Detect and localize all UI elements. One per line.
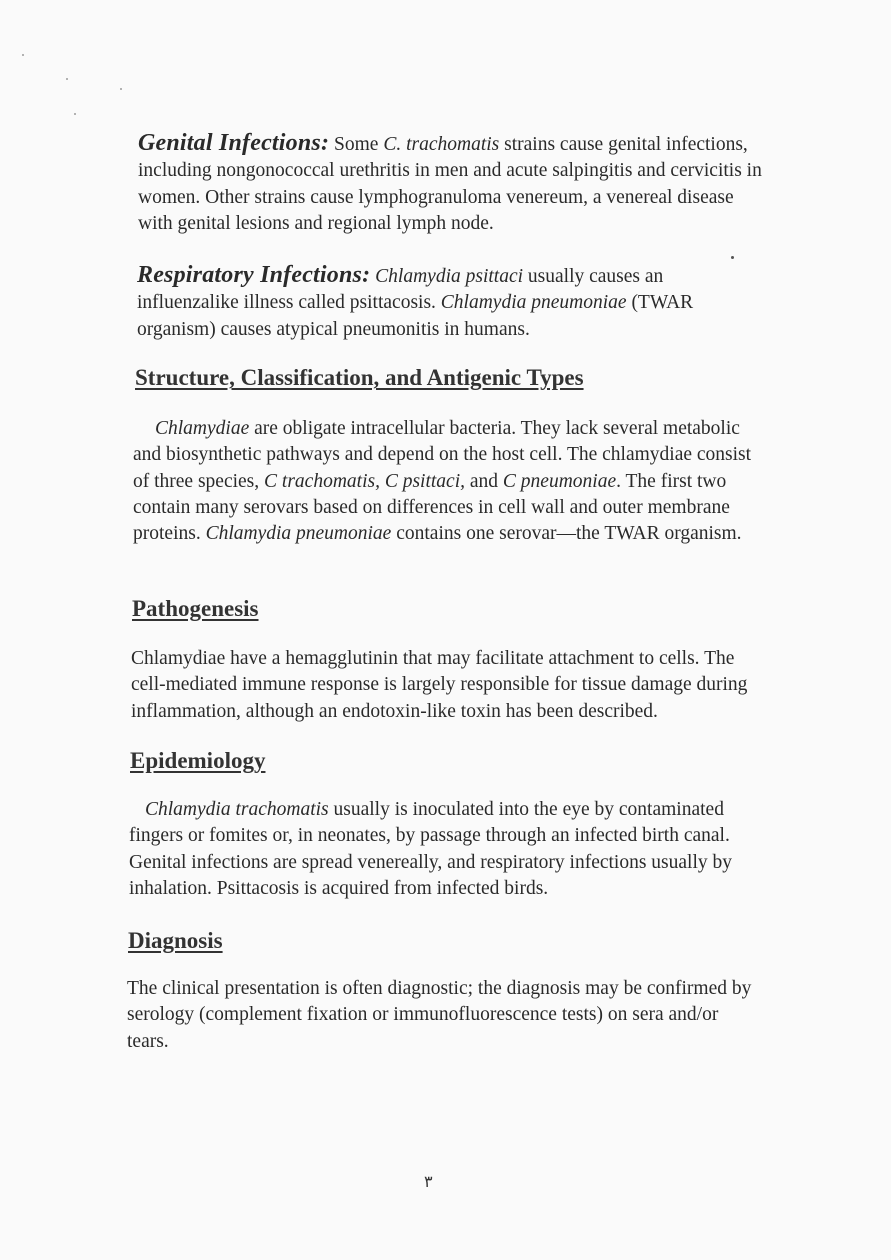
diagnosis-heading: Diagnosis <box>128 928 223 953</box>
epidemiology-paragraph: Chlamydia trachomatis usually is inoculated into the eye by contaminated fingers or fomites or, in neonates, by passage through an infected birth canal. Genital infections are spread venereally, and respiratory infections usually by inhalation. Psittacosis is acquired from infected birds. <box>129 799 733 899</box>
structure-paragraph: Chlamydiae are obligate intracellular bacteria. They lack several metabolic and biosynthetic pathways and depend on the host cell. The chlamydiae consist of three species, C trachomatis, C psittaci, and C pneumoniae. The first two contain many serovars based on differences in cell wall and outer membrane proteins. Chlamydia pneumoniae contains one serovar—the TWAR organism. <box>133 418 752 545</box>
scan-speck <box>731 256 734 259</box>
scan-speck <box>74 113 76 115</box>
genital-infections-paragraph: Genital Infections: Some C. trachomatis strains cause genital infections, including nongonococcal urethritis in men and acute salpingitis and cervicitis in women. Other strains cause lymphogranuloma venereum, a venereal disease with genital lesions and regional lymph node. <box>138 130 762 234</box>
structure-heading: Structure, Classification, and Antigenic Types <box>135 365 584 390</box>
scan-speck <box>120 88 122 90</box>
respiratory-infections-lead: Respiratory Infections: <box>137 262 371 288</box>
page-number: ٣ <box>424 1172 433 1191</box>
scan-speck <box>22 54 24 56</box>
genital-infections-lead: Genital Infections: <box>138 130 330 156</box>
respiratory-infections-paragraph: Respiratory Infections: Chlamydia psittaci usually causes an influenzalike illness called psittacosis. Chlamydia pneumoniae (TWAR organism) causes atypical pneumonitis in humans. <box>137 262 694 340</box>
pathogenesis-paragraph: Chlamydiae have a hemagglutinin that may facilitate attachment to cells. The cell-mediated immune response is largely responsible for tissue damage during inflammation, although an endotoxin-like toxin has been described. <box>131 648 748 722</box>
diagnosis-paragraph: The clinical presentation is often diagnostic; the diagnosis may be confirmed by serology (complement fixation or immunofluorescence tests) on sera and/or tears. <box>127 978 752 1052</box>
epidemiology-heading: Epidemiology <box>130 748 266 773</box>
pathogenesis-heading: Pathogenesis <box>132 596 259 621</box>
scan-speck <box>66 78 68 80</box>
